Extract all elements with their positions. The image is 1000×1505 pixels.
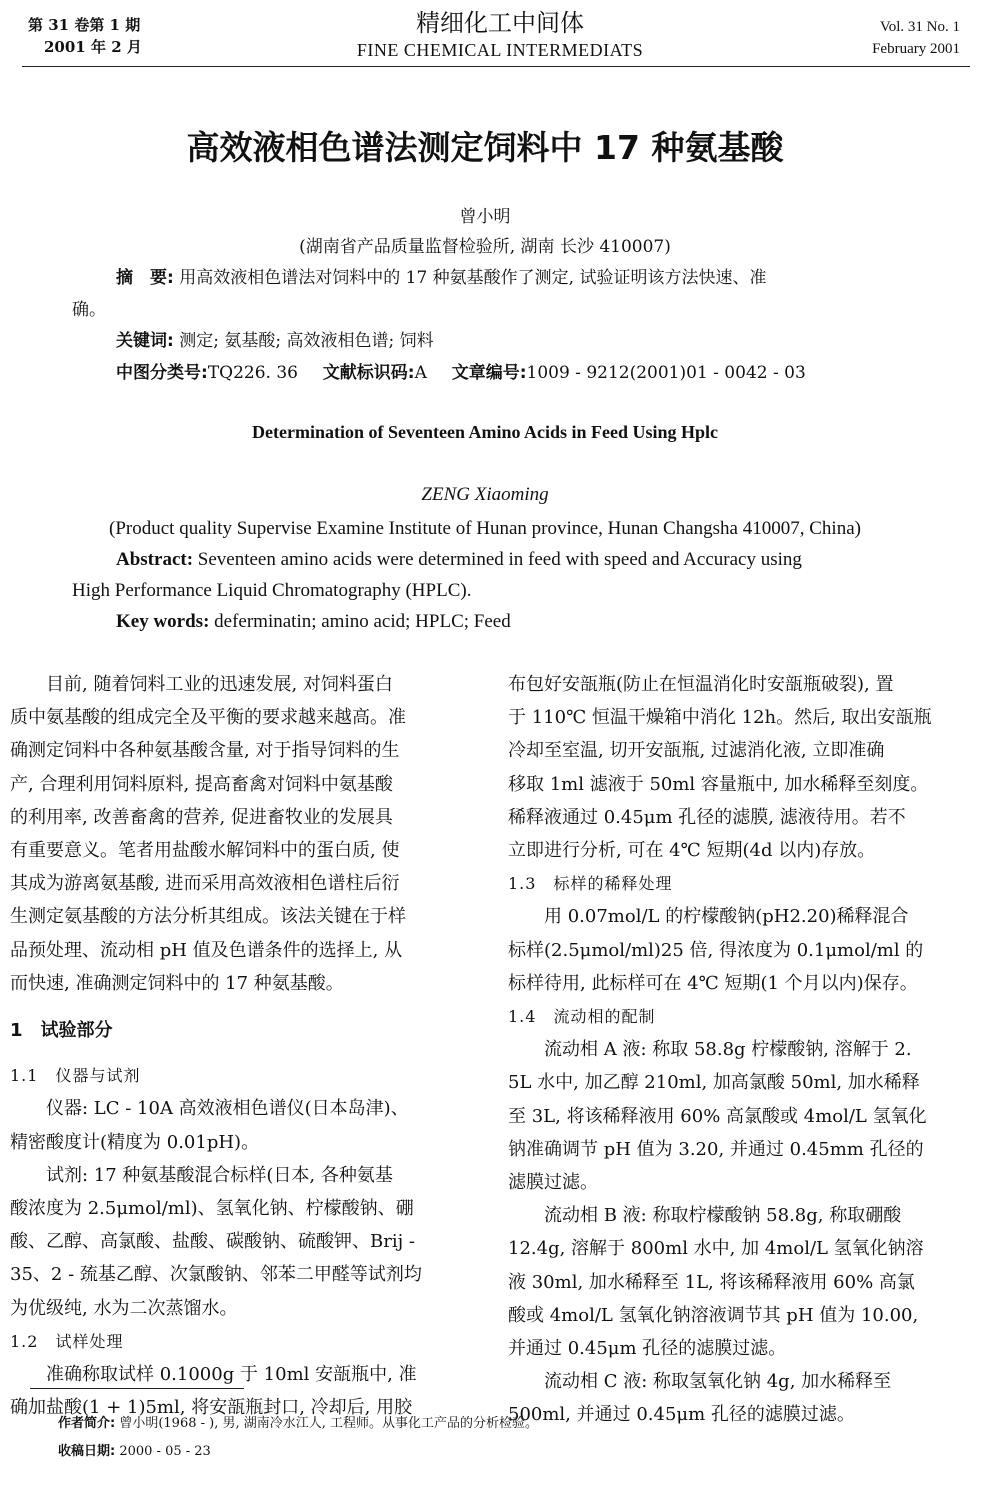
author-name: 曾小明: [459, 207, 511, 227]
header-date-en: February 2001: [872, 41, 960, 57]
text-line: 品预处理、流动相 pH 值及色谱条件的选择上, 从: [10, 939, 403, 961]
journal-name-cn: 精细化工中间体: [416, 9, 584, 37]
header-date-cn: 2001 年 2 月: [44, 38, 142, 56]
phase-c-paragraph: [508, 1365, 974, 1431]
text-line: 钠准确调节 pH 值为 3.20, 并通过 0.45mm 孔径的: [508, 1138, 924, 1160]
reagents-paragraph: [10, 1159, 472, 1325]
text-line: 流动相 C 液: 称取氢氧化钠 4g, 加水稀释至: [544, 1371, 892, 1393]
text-line: 滤膜过滤。: [508, 1172, 598, 1194]
text-line: 精密酸度计(精度为 0.01pH)。: [10, 1131, 260, 1153]
text-line: 仪器: LC - 10A 高效液相色谱仪(日本岛津)、: [46, 1098, 409, 1120]
doc-code-value: A: [414, 363, 427, 383]
phase-b-paragraph: [508, 1199, 974, 1365]
text-line: 目前, 随着饲料工业的迅速发展, 对饲料蛋白: [46, 674, 393, 695]
text-line: 稀释液通过 0.45μm 孔径的滤膜, 滤液待用。若不: [508, 806, 906, 828]
sample-continued-paragraph: [508, 668, 974, 867]
english-keywords-text: deferminatin; amino acid; HPLC; Feed: [214, 611, 511, 632]
body-right-column: [508, 668, 974, 1432]
header-volume-cn: [28, 14, 142, 58]
text-line: 液 30ml, 加水稀释至 1L, 将该稀释液用 60% 高氯: [508, 1271, 915, 1293]
body-left-column: [10, 668, 472, 1424]
footnote-bio: [58, 1410, 538, 1438]
subsection-1-2-heading: 1.2 试样处理: [10, 1331, 124, 1351]
english-abstract-label: Abstract:: [116, 549, 194, 570]
text-line: 的利用率, 改善畜禽的营养, 促进畜牧业的发展具: [10, 806, 393, 828]
header-vol-en: Vol. 31 No. 1: [879, 19, 960, 35]
text-line: 其成为游离氨基酸, 进而采用高效液相色谱柱后衍: [10, 873, 400, 895]
header-vol-cn: 第 31 卷第 1 期: [28, 16, 141, 34]
subsection-1-4-heading: 1.4 流动相的配制: [508, 1007, 656, 1027]
text-line: 质中氨基酸的组成完全及平衡的要求越来越高。准: [10, 707, 406, 729]
text-line: 产, 合理利用饲料原料, 提高畜禽对饲料中氨基酸: [10, 773, 393, 795]
subsection-1-3-heading: 1.3 标样的稀释处理: [508, 874, 673, 894]
journal-name: [300, 8, 700, 62]
text-line: 5L 水中, 加乙醇 210ml, 加高氯酸 50ml, 加水稀释: [508, 1072, 920, 1094]
english-abstract-text: Seventeen amino acids were determined in feed with speed and Accuracy using: [197, 549, 802, 570]
text-line: 500ml, 并通过 0.45μm 孔径的滤膜过滤。: [508, 1404, 855, 1426]
keywords-cn: [116, 326, 434, 356]
text-line: 流动相 B 液: 称取柠檬酸钠 58.8g, 称取硼酸: [544, 1205, 902, 1227]
text-line: 试剂: 17 种氨基酸混合标样(日本, 各种氨基: [46, 1164, 393, 1186]
footnote-bio-text: 曾小明(1968 - ), 男, 湖南冷水江人, 工程师。从事化工产品的分析检验。: [119, 1416, 539, 1431]
text-line: 布包好安瓿瓶(防止在恒温消化时安瓿瓶破裂), 置: [508, 674, 894, 695]
text-line: 12.4g, 溶解于 800ml 水中, 加 4mol/L 氢氧化钠溶: [508, 1238, 924, 1260]
clc-value: TQ226. 36: [207, 363, 298, 383]
footnote-received-date: 2000 - 05 - 23: [119, 1444, 211, 1459]
text-line: 为优级纯, 水为二次蒸馏水。: [10, 1297, 238, 1319]
text-line: 确加盐酸(1 + 1)5ml, 将安瓿瓶封口, 冷却后, 用胶: [10, 1397, 413, 1419]
footnote-received: [58, 1438, 211, 1466]
intro-paragraph: [10, 668, 472, 1000]
text-line: 移取 1ml 滤液于 50ml 容量瓶中, 加水稀释至刻度。: [508, 773, 929, 795]
text-line: 流动相 A 液: 称取 58.8g 柠檬酸钠, 溶解于 2.: [544, 1039, 912, 1061]
english-keywords: [116, 606, 511, 637]
text-line: 生测定氨基酸的方法分析其组成。该法关键在于样: [10, 906, 406, 928]
text-line: 于 110℃ 恒温干燥箱中消化 12h。然后, 取出安瓿瓶: [508, 707, 932, 729]
english-abstract-line2: High Performance Liquid Chromatography (HPLC).: [72, 580, 472, 601]
phase-a-paragraph: [508, 1033, 974, 1199]
text-line: 有重要意义。笔者用盐酸水解饲料中的蛋白质, 使: [10, 840, 400, 862]
clc-label: 中图分类号:: [116, 363, 208, 383]
english-author: ZENG Xiaoming: [421, 484, 549, 505]
text-line: 酸或 4mol/L 氢氧化钠溶液调节其 pH 值为 10.00,: [508, 1304, 919, 1326]
text-line: 立即进行分析, 可在 4℃ 短期(4d 以内)存放。: [508, 840, 876, 862]
text-line: 准确称取试样 0.1000g 于 10ml 安瓿瓶中, 准: [46, 1364, 417, 1386]
english-keywords-label: Key words:: [116, 611, 210, 632]
text-line: 冷却至室温, 切开安瓿瓶, 过滤消化液, 立即准确: [508, 740, 885, 762]
author-affiliation: (湖南省产品质量监督检验所, 湖南 长沙 410007): [299, 237, 671, 257]
section-1-heading: 1 试验部分: [10, 1020, 113, 1042]
dilution-paragraph: [508, 900, 974, 1000]
text-line: 确测定饲料中各种氨基酸含量, 对于指导饲料的生: [10, 740, 400, 762]
text-line: 标样待用, 此标样可在 4℃ 短期(1 个月以内)保存。: [508, 972, 918, 994]
paper-title: 高效液相色谱法测定饲料中 17 种氨基酸: [186, 128, 784, 167]
article-id-value: 1009 - 9212(2001)01 - 0042 - 03: [526, 363, 806, 383]
instruments-paragraph: [10, 1092, 472, 1158]
text-line: 标样(2.5μmol/ml)25 倍, 得浓度为 0.1μmol/ml 的: [508, 939, 924, 961]
keywords-cn-label: 关键词:: [116, 331, 174, 351]
text-line: 而快速, 准确测定饲料中的 17 种氨基酸。: [10, 972, 344, 994]
english-abstract-line1: [116, 544, 802, 575]
abstract-cn-line1: [116, 263, 766, 293]
abstract-cn-line2: 确。: [72, 300, 106, 320]
header-rule: [22, 66, 970, 67]
footnote-rule: [30, 1388, 244, 1389]
classification-line: [116, 358, 806, 388]
text-line: 酸浓度为 2.5μmol/ml)、氢氧化钠、柠檬酸钠、硼: [10, 1198, 414, 1220]
text-line: 酸、乙醇、高氯酸、盐酸、碳酸钠、硫酸钾、Brij -: [10, 1231, 415, 1253]
footnote-received-label: 收稿日期:: [58, 1444, 116, 1459]
abstract-cn-label: 摘 要:: [116, 268, 174, 288]
journal-name-en: FINE CHEMICAL INTERMEDIATS: [356, 40, 644, 60]
text-line: 并通过 0.45μm 孔径的滤膜过滤。: [508, 1338, 787, 1360]
english-affiliation: (Product quality Supervise Examine Institute of Hunan province, Hunan Changsha 410007, China): [109, 518, 861, 539]
subsection-1-1-heading: 1.1 仪器与试剂: [10, 1066, 141, 1086]
english-title: Determination of Seventeen Amino Acids in Feed Using Hplc: [252, 422, 718, 442]
text-line: 35、2 - 巯基乙醇、次氯酸钠、邻苯二甲醛等试剂均: [10, 1264, 422, 1286]
article-id-label: 文章编号:: [451, 363, 527, 383]
header-volume-en: [872, 16, 960, 60]
text-line: 用 0.07mol/L 的柠檬酸钠(pH2.20)稀释混合: [544, 906, 909, 928]
abstract-cn-text: 用高效液相色谱法对饲料中的 17 种氨基酸作了测定, 试验证明该方法快速、准: [179, 268, 767, 288]
keywords-cn-text: 测定; 氨基酸; 高效液相色谱; 饲料: [179, 331, 434, 351]
doc-code-label: 文献标识码:: [322, 363, 415, 383]
footnote-bio-label: 作者简介:: [58, 1416, 116, 1431]
text-line: 至 3L, 将该稀释液用 60% 高氯酸或 4mol/L 氢氧化: [508, 1105, 927, 1127]
